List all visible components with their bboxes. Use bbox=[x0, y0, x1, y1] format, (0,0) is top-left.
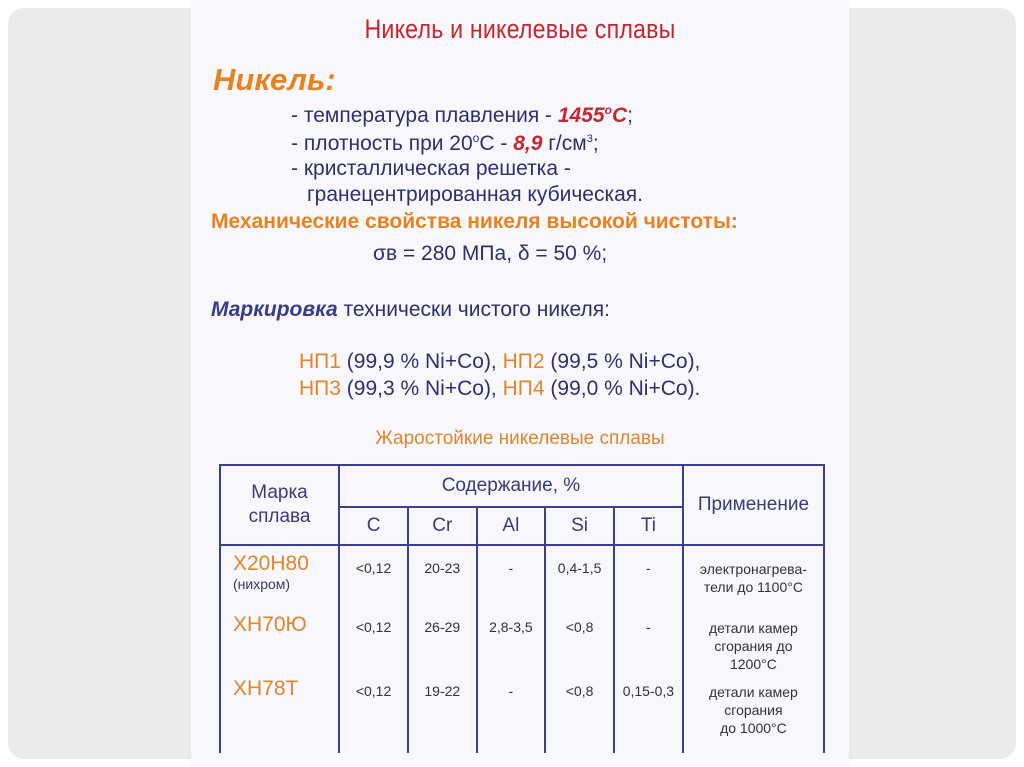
header-element-si: Si bbox=[545, 507, 614, 545]
marking-grades-1: НП1 (99,9 % Ni+Co), НП2 (99,5 % Ni+Co), bbox=[299, 350, 701, 373]
nickel-heading: Никель: bbox=[213, 62, 336, 97]
mechanical-properties-heading: Механические свойства никеля высокой чистоты: bbox=[211, 210, 738, 233]
melting-point-line: - температура плавления - 1455$^o$С; bbox=[291, 103, 633, 127]
slide-title: Никель и никелевые сплавы bbox=[364, 14, 676, 44]
lattice-line-1: - кристаллическая решетка - bbox=[291, 157, 571, 180]
header-application: Применение bbox=[683, 465, 824, 545]
melting-point-label: - температура плавления - bbox=[291, 104, 553, 127]
density-value: 8,9 bbox=[513, 132, 543, 155]
marking-label: Маркировка bbox=[211, 298, 338, 321]
table-row: ХН78Т <0,12 19-22 - <0,8 0,15-0,3 детали камер сгорания до 1000°С bbox=[220, 673, 824, 753]
table-row: ХН70Ю <0,12 26-29 2,8-3,5 <0,8 - детали камер сгорания до 1200°С bbox=[220, 611, 824, 673]
marking-line bbox=[211, 298, 610, 322]
density-line: - плотность при 20$^o$С - 8,9 $г/см^3$; bbox=[291, 131, 599, 155]
alloy-grade: ХН70Ю bbox=[233, 613, 307, 636]
slide bbox=[191, 0, 849, 767]
header-element-cr: Cr bbox=[408, 507, 477, 545]
alloy-grade: Х20Н80 bbox=[233, 552, 309, 575]
alloy-grade: ХН78Т bbox=[233, 677, 299, 700]
header-element-c: C bbox=[339, 507, 408, 545]
marking-grades-2: НП3 (99,3 % Ni+Co), НП4 (99,0 % Ni+Co). bbox=[299, 377, 701, 400]
header-element-al: Al bbox=[477, 507, 546, 545]
lattice-line-2: гранецентрированная кубическая. bbox=[307, 183, 643, 206]
mechanical-properties-values: σв = 280 МПа, δ = 50 %; bbox=[373, 242, 608, 265]
table-title: Жаростойкие никелевые сплавы bbox=[375, 428, 665, 449]
alloy-note: (нихром) bbox=[233, 576, 291, 592]
alloys-table bbox=[219, 464, 825, 753]
header-element-ti: Ti bbox=[614, 507, 683, 545]
marking-text: технически чистого никеля: bbox=[343, 298, 610, 321]
header-grade: Марка сплава bbox=[220, 465, 339, 545]
table-row: Х20Н80 (нихром) <0,12 20-23 - 0,4-1,5 - электронагрева- тели до 1100°С bbox=[220, 545, 824, 611]
header-content: Содержание, % bbox=[339, 465, 683, 507]
melting-point-value: 1455$^o$С bbox=[557, 103, 628, 127]
